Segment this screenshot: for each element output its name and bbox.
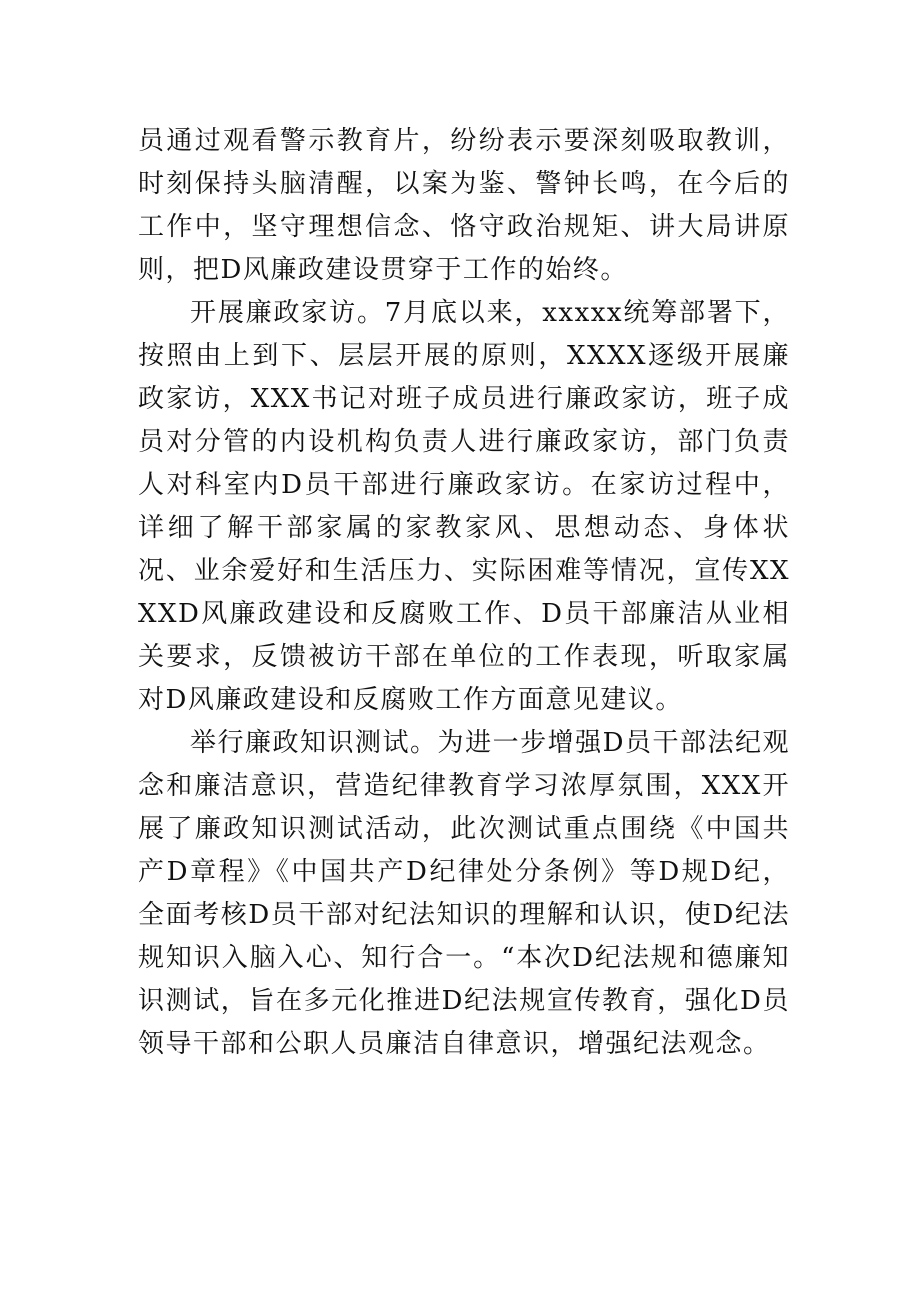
- paragraph-continuation: 员通过观看警示教育片，纷纷表示要深刻吸取教训，时刻保持头脑清醒，以案为鉴、警钟长鸣，在今后的工作中，坚守理想信念、恪守政治规矩、讲大局讲原则，把D风廉政建设贯穿于工作的始终。: [138, 126, 790, 285]
- paragraph-integrity-home-visit: 开展廉政家访。7月底以来，xxxxx统筹部署下，按照由上到下、层层开展的原则，XXXX逐级开展廉政家访，XXX书记对班子成员进行廉政家访，班子成员对分管的内设机构负责人进行廉政家访，部门负责人对科室内D员干部进行廉政家访。在家访过程中，详细了解干部家属的家教家风、思想动态、身体状况、业余爱好和生活压力、实际困难等情况，宣传XXXXD风廉政建设和反腐败工作、D员干部廉洁从业相关要求，反馈被访干部在单位的工作表现，听取家属对D风廉政建设和反腐败工作方面意见建议。: [138, 298, 790, 715]
- paragraph-integrity-knowledge-test: 举行廉政知识测试。为进一步增强D员干部法纪观念和廉洁意识，营造纪律教育学习浓厚氛围，XXX开展了廉政知识测试活动，此次测试重点围绕《中国共产D章程》《中国共产D纪律处分条例》等D规D纪，全面考核D员干部对纪法知识的理解和认识，使D纪法规知识入脑入心、知行合一。“本次D纪法规和德廉知识测试，旨在多元化推进D纪法规宣传教育，强化D员领导干部和公职人员廉洁自律意识，增强纪法观念。: [138, 728, 790, 1059]
- document-body: [138, 120, 790, 1066]
